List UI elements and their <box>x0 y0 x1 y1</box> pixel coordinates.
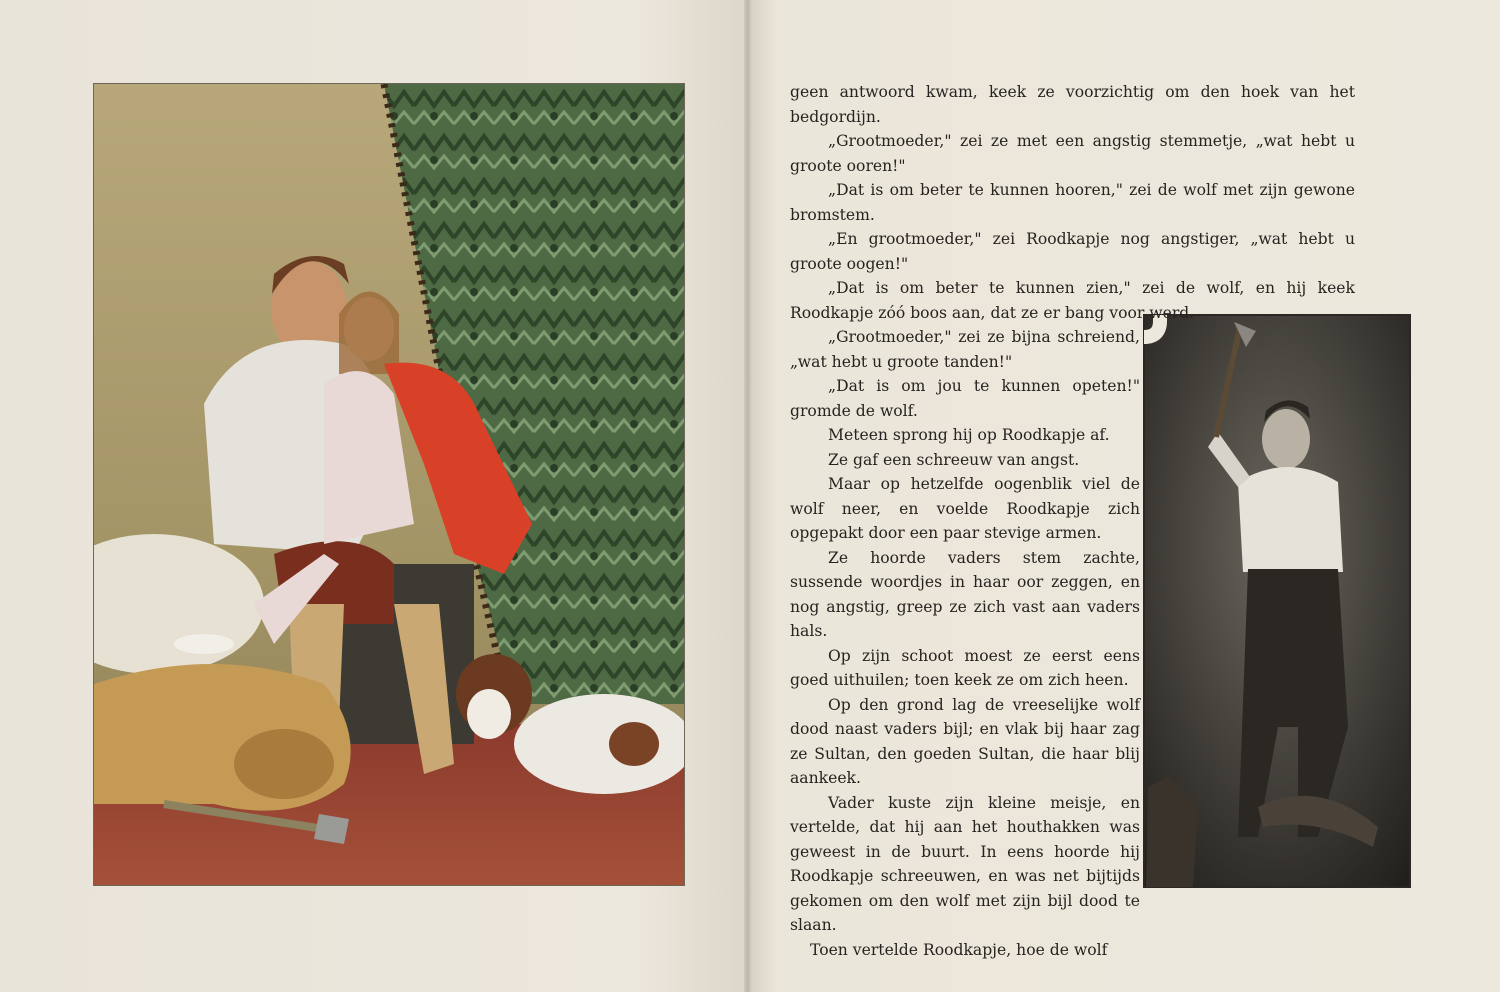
paragraph: Op zijn schoot moest ze eerst eens goed uithuilen; toen keek ze om zich heen. <box>790 646 1140 689</box>
paragraph: Ze hoorde vaders stem zachte, sussende woordjes in haar oor zeggen, en nog angstig, greep ze zich vast aan vaders hals. <box>790 548 1140 640</box>
paragraph: Maar op hetzelfde oogenblik viel de wolf neer, en voelde Roodkapje zich opgepakt door een paar stevige armen. <box>790 475 1140 542</box>
story-text <box>790 80 1355 962</box>
paragraph: geen antwoord kwam, keek ze voorzichtig om den hoek van het bedgordijn. <box>790 83 1355 126</box>
paragraph: „Grootmoeder," zei ze bijna schreiend, „wat hebt u groote tanden!" <box>790 328 1140 371</box>
left-page <box>0 0 748 992</box>
book-gutter <box>744 0 752 992</box>
paragraph: Meteen sprong hij op Roodkapje af. <box>828 426 1110 444</box>
paragraph: Vader kuste zijn kleine meisje, en vertelde, dat hij aan het houthakken was geweest in de buurt. In eens hoorde hij Roodkapje schreeuwen, en was net bijtijds gekomen om den wolf met zijn bijl dood te slaan. <box>790 793 1140 934</box>
paragraph: „Dat is om beter te kunnen zien," zei de wolf, en hij keek Roodkapje zóó boos aan, dat ze er bang voor werd. <box>790 279 1355 322</box>
paragraph: „Dat is om jou te kunnen opeten!" gromde de wolf. <box>790 377 1140 420</box>
paragraph: Op den grond lag de vreeselijke wolf dood naast vaders bijl; en vlak bij haar zag ze Sultan, den goeden Sultan, die haar blij aankeek. <box>790 695 1140 787</box>
paragraph: „En grootmoeder," zei Roodkapje nog angstiger, „wat hebt u groote oogen!" <box>790 230 1355 273</box>
father-girl-dog-wolf-picture <box>94 84 684 885</box>
paragraph: Ze gaf een schreeuw van angst. <box>828 450 1080 469</box>
paragraph: Toen vertelde Roodkapje, hoe de wolf <box>810 940 1108 959</box>
colour-plate-illustration <box>93 83 685 886</box>
paragraph: „Grootmoeder," zei ze met een angstig stemmetje, „wat hebt u groote ooren!" <box>790 132 1355 175</box>
paragraph: „Dat is om beter te kunnen hooren," zei de wolf met zijn gewone bromstem. <box>790 181 1355 224</box>
